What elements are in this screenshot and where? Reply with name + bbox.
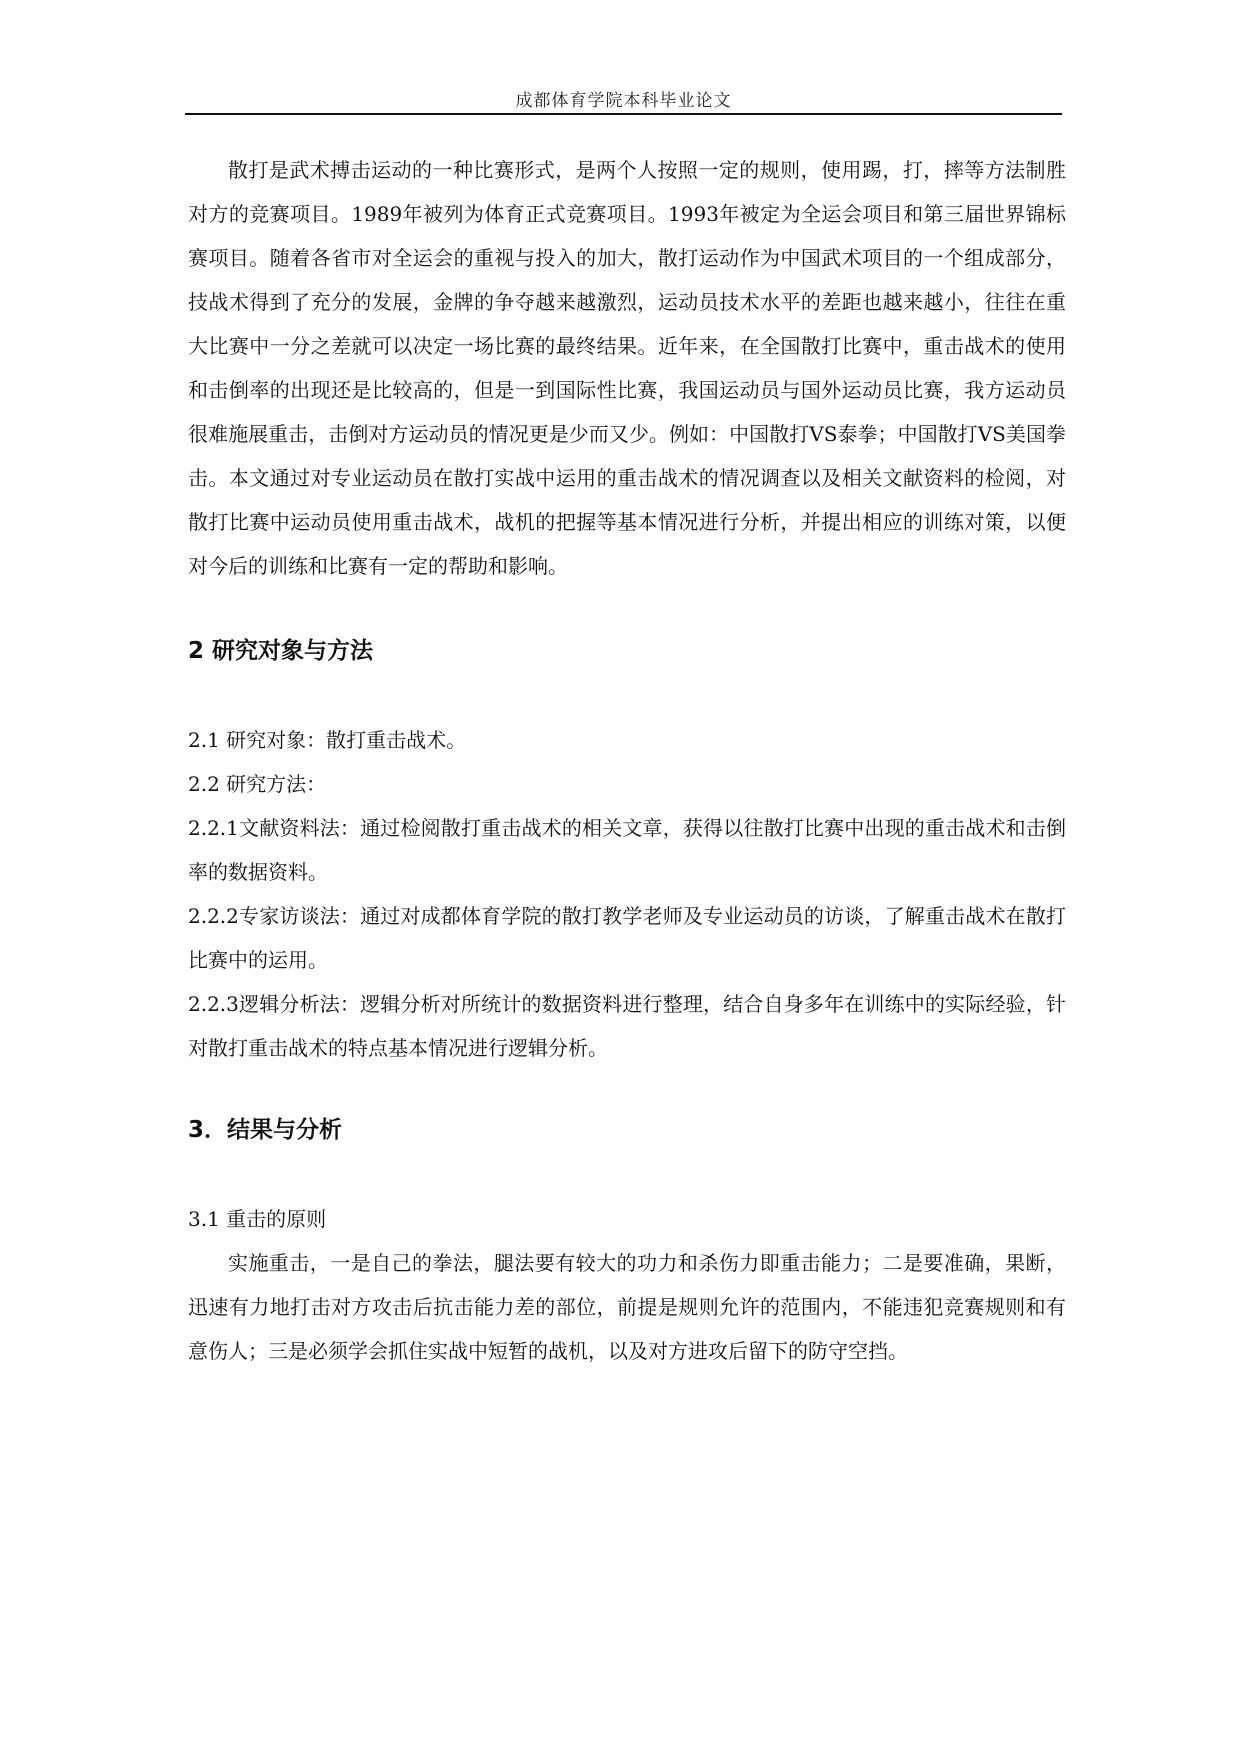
header-rule [185, 113, 1062, 115]
item-2-2-2: 2.2.2专家访谈法：通过对成都体育学院的散打教学老师及专业运动员的访谈，了解重击战术在散打比赛中的运用。 [188, 904, 1066, 972]
item-3-1: 3.1 重击的原则 [188, 1207, 327, 1231]
item-2-2: 2.2 研究方法： [188, 772, 327, 796]
item-2-2-1: 2.2.1文献资料法：通过检阅散打重击战术的相关文章，获得以往散打比赛中出现的重击战术和击倒率的数据资料。 [188, 816, 1066, 884]
running-header: 成都体育学院本科毕业论文 [515, 91, 732, 111]
section-3-paragraph: 实施重击，一是自己的拳法，腿法要有较大的功力和杀伤力即重击能力；二是要准确，果断，迅速有力地打击对方攻击后抗击能力差的部位，前提是规则允许的范围内，不能违犯竞赛规则和有意伤人；三是必须学会抓住实战中短暂的战机，以及对方进攻后留下的防守空挡。 [188, 1251, 1066, 1363]
intro-paragraph: 散打是武术搏击运动的一种比赛形式，是两个人按照一定的规则，使用踢，打，摔等方法制胜对方的竞赛项目。1989年被列为体育正式竞赛项目。1993年被定为全运会项目和第三届世界锦标赛项目。随着各省市对全运会的重视与投入的加大，散打运动作为中国武术项目的一个组成部分，技战术得到了充分的发展，金牌的争夺越来越激烈，运动员技术水平的差距也越来越小，往往在重大比赛中一分之差就可以决定一场比赛的最终结果。近年来，在全国散打比赛中，重击战术的使用和击倒率的出现还是比较高的，但是一到国际性比赛，我国运动员与国外运动员比赛，我方运动员很难施展重击，击倒对方运动员的情况更是少而又少。例如：中国散打VS泰拳；中国散打VS美国拳击。本文通过对专业运动员在散打实战中运用的重击战术的情况调查以及相关文献资料的检阅，对散打比赛中运动员使用重击战术，战机的把握等基本情况进行分析，并提出相应的训练对策，以便对今后的训练和比赛有一定的帮助和影响。 [188, 158, 1066, 578]
item-2-1: 2.1 研究对象：散打重击战术。 [188, 728, 467, 752]
section-3-heading: 3．结果与分析 [188, 1117, 343, 1143]
document-body [188, 148, 1066, 1373]
item-2-2-3: 2.2.3逻辑分析法：逻辑分析对所统计的数据资料进行整理，结合自身多年在训练中的实际经验，针对散打重击战术的特点基本情况进行逻辑分析。 [188, 992, 1066, 1060]
section-2-heading: 2 研究对象与方法 [188, 638, 374, 664]
